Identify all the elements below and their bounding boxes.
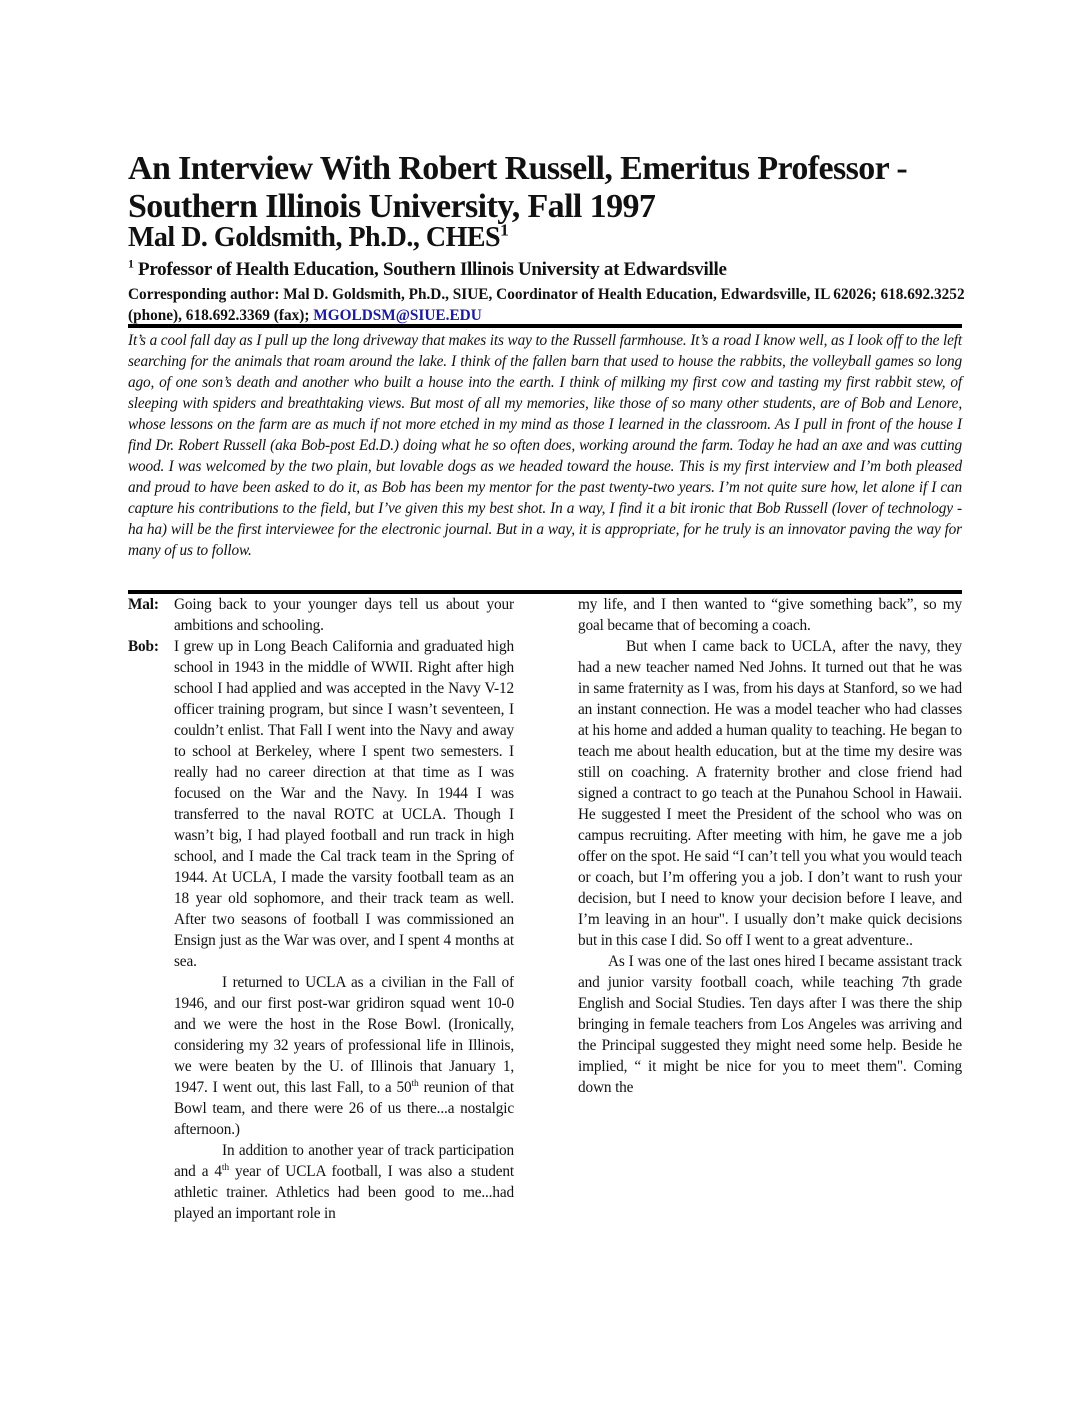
right-column — [578, 594, 962, 1098]
intro-paragraph: It’s a cool fall day as I pull up the long driveway that makes its way to the Russell farmhouse. It’s a road I know well, as I look off to the left searching for the animals that roam around the lake. I think of the fallen barn that used to house the rabbits, the volleyball games so long ago, of one son’s death and another who built a house into the earth. I think of milking my first cow and tasting my first rabbit stew, of sleeping with spiders and breathtaking views. But most of all my memories, like those of so many other students, are of Bob and Lenore, whose lessons on the farm are as much if not more etched in my mind as those I learned in the classroom. As I pull in front of the house I find Dr. Robert Russell (aka Bob-post Ed.D.) doing what he so often does, working around the farm. Today he had an axe and was cutting wood. I was welcomed by the two plain, but lovable dogs as we headed toward the house. This is my first interview and I’m both pleased and proud to have been asked to do it, as Bob has been my mentor for the past twenty-two years. I’m not quite sure how, let alone if I can capture his contributions to the field, but I’ve given this my best shot. In a way, I find it a bit ironic that Bob Russell (lover of technology - ha ha) will be the first interviewee for the electronic journal. But in a way, it is appropriate, for he truly is an innovator paving the way for many of us to follow. — [128, 332, 962, 559]
answer-paragraph-2 — [174, 972, 514, 1140]
answer-paragraph-2-text: I returned to UCLA as a civilian in the Fall of 1946, and our first post-war gridiron squad went 10-0 and we were the host in the Rose Bowl. (Ironically, considering my 32 years of professional life in Illinois, we were beaten by the U. of Illinois that January 1, 1947. I went out, this last Fall, to a 50 — [174, 974, 514, 1096]
bob-answer — [128, 636, 514, 1224]
right-paragraph-3: As I was one of the last ones hired I became assistant track and junior varsity football coach, while teaching 7th grade English and Social Studies. Ten days after I was there the ship bringing in female teachers from Los Angeles was arriving and the Principal suggested they might need some help. Beside he implied, “ it might be nice for you to meet them". Coming down the — [578, 953, 962, 1096]
author-name: Mal D. Goldsmith, Ph.D., CHES — [128, 222, 501, 253]
speaker-label-bob: Bob: — [128, 638, 159, 655]
author-line — [128, 222, 988, 254]
affiliation-text: Professor of Health Education, Southern Illinois University at Edwardsville — [138, 259, 727, 280]
affiliation-line — [128, 258, 988, 282]
corresponding-author — [128, 284, 970, 326]
answer-paragraph-1: I grew up in Long Beach California and graduated high school in 1943 in the middle of WWII. Right after high school I had applied and was accepted in the Navy V-12 officer training program, but since I wasn’t seventeen, I couldn’t enlist. That Fall I went into the Navy and away to school at Berkeley, where I spent two semesters. I really had no career direction at that time as I was focused on the War and the Navy. In 1944 I was transferred to the naval ROTC at UCLA. Though I wasn’t big, I had played football and run track in high school, and I made the Cal track team in the Spring of 1944. At UCLA, I made the varsity football team as an 18 year old sophomore, and their track team as well. After two seasons of football I was commissioned an Ensign just as the War was over, and I spent 4 months at sea. — [174, 638, 514, 970]
answer-paragraph-3-text: In addition to another year of track participation and a 4 — [174, 1142, 514, 1180]
answer-paragraph-3 — [174, 1140, 514, 1224]
corresponding-text: Corresponding author: Mal D. Goldsmith, Ph.D., SIUE, Coordinator of Health Education, Edwardsville, IL 62026; 618.692.3252 (phone), 618.692.3369 (fax); — [128, 286, 965, 324]
answer-paragraph-2-cont: reunion of that Bowl team, and there were 26 of us there...a nostalgic afternoon.) — [174, 1079, 514, 1138]
speaker-label-mal: Mal: — [128, 596, 159, 613]
email-link[interactable]: MGOLDSM@SIUE.EDU — [313, 307, 482, 324]
ordinal-suffix: th — [221, 1162, 229, 1173]
ordinal-suffix: th — [411, 1078, 419, 1089]
right-paragraph-2: But when I came back to UCLA, after the navy, they had a new teacher named Ned Johns. It turned out that he was in same fraternity as I was, from his days at Stanford, so we had an instant connection. He was a model teacher who had classes at his home and added a human quality to teaching. He began to teach me about health education, but at the time my desire was still on coaching. A fraternity brother and close friend had signed a contract to go teach at the Punahou School in Hawaii. He suggested I meet the President of the school who was on campus recruiting. After meeting with him, he gave me a job offer on the spot. He said “I can’t tell you what you would teach or coach, but I’m offering you a job. I don’t want to rush your decision, but I need to know your decision before I leave, and I’m leaving in an hour". I usually don’t make quick decisions but in this case I did. So off I went to a great adventure.. — [578, 638, 962, 949]
right-paragraph-1: my life, and I then wanted to “give something back”, so my goal became that of becoming a coach. — [578, 596, 962, 634]
left-column — [128, 594, 514, 1224]
affiliation-footnote-mark: 1 — [128, 257, 134, 271]
article-title: An Interview With Robert Russell, Emeritus Professor - Southern Illinois University, Fall 1997 — [128, 150, 908, 225]
top-divider — [128, 324, 962, 328]
question-text: Going back to your younger days tell us about your ambitions and schooling. — [174, 596, 514, 634]
author-footnote-mark: 1 — [500, 220, 509, 240]
answer-paragraph-3-cont: year of UCLA football, I was also a student athletic trainer. Athletics had been good to me...had played an important role in — [174, 1163, 514, 1222]
mal-question — [128, 594, 514, 636]
